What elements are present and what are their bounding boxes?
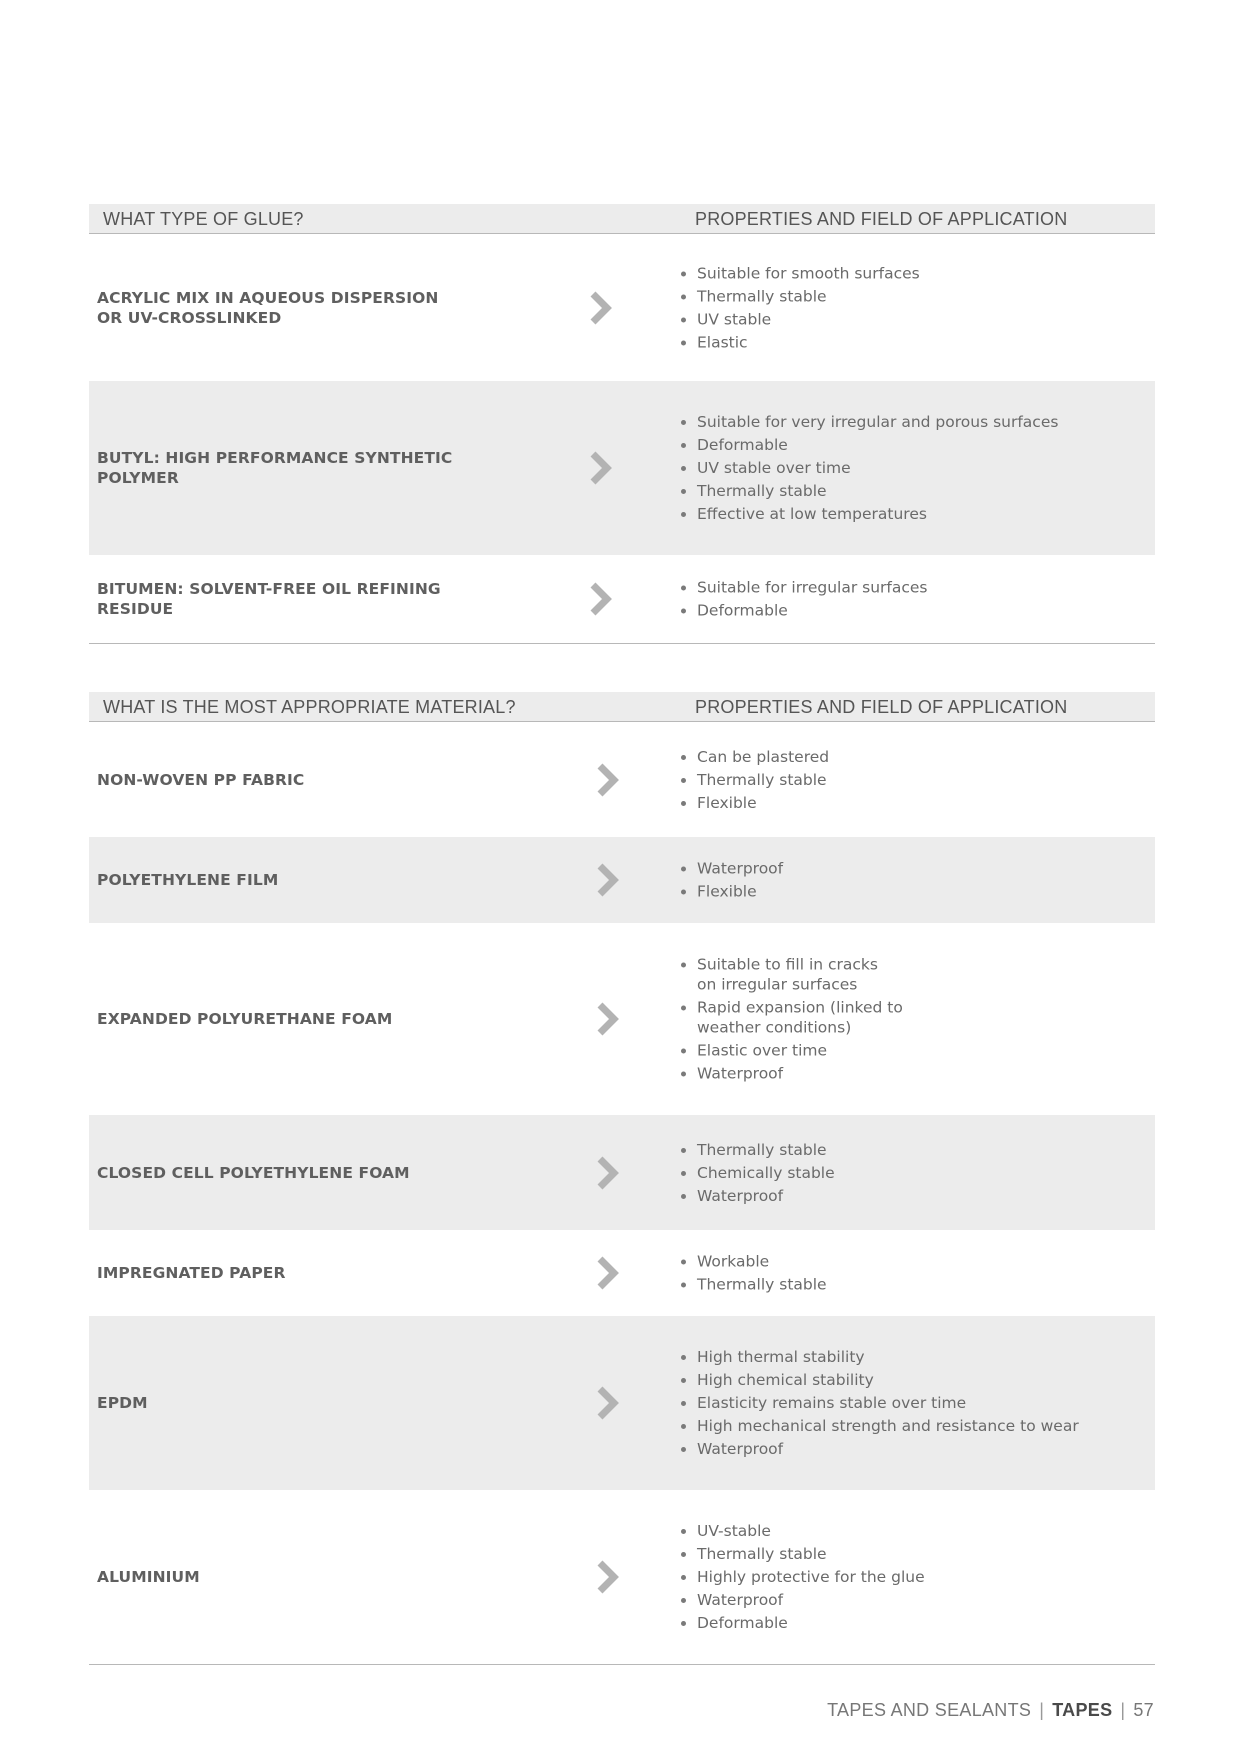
glue-row-label: BUTYL: HIGH PERFORMANCE SYNTHETIC POLYMER: [97, 449, 453, 487]
material-properties-list: [679, 856, 783, 905]
material-row-label: EPDM: [97, 1394, 148, 1412]
material-row-label: CLOSED CELL POLYETHYLENE FOAM: [97, 1163, 410, 1182]
property-item: Rapid expansion (linked to weather conditions): [679, 998, 903, 1038]
property-item: Flexible: [679, 882, 783, 902]
material-row: [89, 1115, 1155, 1230]
material-header-right: PROPERTIES AND FIELD OF APPLICATION: [695, 697, 1068, 717]
property-item: Deformable: [679, 1613, 925, 1633]
glue-header-right: PROPERTIES AND FIELD OF APPLICATION: [695, 209, 1068, 229]
chevron-right-icon: [594, 1155, 622, 1191]
material-properties-list: [679, 952, 903, 1087]
material-row: [89, 837, 1155, 923]
chevron-right-icon: [587, 581, 615, 617]
property-item: Thermally stable: [679, 481, 1058, 501]
property-item: Waterproof: [679, 1439, 1079, 1459]
glue-row-label: BITUMEN: SOLVENT-FREE OIL REFINING RESIDUE: [97, 580, 441, 618]
property-item: Highly protective for the glue: [679, 1567, 925, 1587]
footer-subsection: TAPES: [1052, 1700, 1113, 1720]
glue-header-left: WHAT TYPE OF GLUE?: [103, 209, 304, 229]
property-item: Thermally stable: [679, 1544, 925, 1564]
chevron-right-icon: [594, 1001, 622, 1037]
property-item: Elasticity remains stable over time: [679, 1393, 1079, 1413]
property-item: High thermal stability: [679, 1347, 1079, 1367]
chevron-right-icon: [594, 1255, 622, 1291]
property-item: UV stable over time: [679, 458, 1058, 478]
material-row-label: EXPANDED POLYURETHANE FOAM: [97, 1010, 393, 1028]
chevron-right-icon: [587, 450, 615, 486]
property-item: Effective at low temperatures: [679, 504, 1058, 524]
property-item: Can be plastered: [679, 747, 829, 767]
property-item: Waterproof: [679, 1590, 925, 1610]
glue-row: [89, 234, 1155, 381]
material-row-label: IMPREGNATED PAPER: [97, 1264, 286, 1282]
glue-table-rows: [89, 234, 1155, 643]
chevron-right-icon: [587, 290, 615, 326]
property-item: Thermally stable: [679, 1275, 827, 1295]
property-item: Thermally stable: [679, 770, 829, 790]
footer-section: TAPES AND SEALANTS: [827, 1700, 1032, 1720]
glue-properties-list: [679, 260, 920, 355]
material-header-left: WHAT IS THE MOST APPROPRIATE MATERIAL?: [103, 697, 516, 717]
page-number: 57: [1133, 1700, 1154, 1720]
chevron-right-icon: [594, 1385, 622, 1421]
material-table: [89, 692, 1155, 1665]
material-row-label: ALUMINIUM: [97, 1568, 200, 1586]
property-item: Deformable: [679, 435, 1058, 455]
material-properties-list: [679, 1344, 1079, 1462]
footer-separator: |: [1039, 1700, 1045, 1720]
glue-table-header: [89, 204, 1155, 234]
property-item: Thermally stable: [679, 286, 920, 306]
material-table-header: [89, 692, 1155, 722]
footer-separator: |: [1120, 1700, 1126, 1720]
chevron-right-icon: [594, 1559, 622, 1595]
property-item: Suitable for smooth surfaces: [679, 263, 920, 283]
glue-row-label: ACRYLIC MIX IN AQUEOUS DISPERSION OR UV-CROSSLINKED: [97, 288, 439, 327]
material-properties-list: [679, 1518, 925, 1636]
property-item: Waterproof: [679, 859, 783, 879]
property-item: Elastic: [679, 332, 920, 352]
material-row: [89, 722, 1155, 837]
material-properties-list: [679, 1137, 835, 1209]
chevron-right-icon: [594, 762, 622, 798]
material-table-bottom-rule: [89, 1664, 1155, 1665]
property-item: Workable: [679, 1252, 827, 1272]
property-item: Suitable to fill in cracks on irregular surfaces: [679, 955, 903, 995]
material-row: [89, 923, 1155, 1115]
material-table-rows: [89, 722, 1155, 1664]
property-item: Chemically stable: [679, 1163, 835, 1183]
material-row: [89, 1316, 1155, 1490]
property-item: Flexible: [679, 793, 829, 813]
material-row: [89, 1490, 1155, 1664]
glue-type-table: [89, 204, 1155, 644]
property-item: UV-stable: [679, 1521, 925, 1541]
property-item: High chemical stability: [679, 1370, 1079, 1390]
property-item: Thermally stable: [679, 1140, 835, 1160]
material-properties-list: [679, 1249, 827, 1298]
glue-properties-list: [679, 409, 1058, 527]
glue-row: [89, 381, 1155, 555]
glue-table-bottom-rule: [89, 643, 1155, 644]
material-row-label: POLYETHYLENE FILM: [97, 871, 279, 889]
property-item: Elastic over time: [679, 1041, 903, 1061]
property-item: Suitable for very irregular and porous surfaces: [679, 412, 1058, 432]
property-item: Waterproof: [679, 1186, 835, 1206]
property-item: Waterproof: [679, 1064, 903, 1084]
property-item: UV stable: [679, 309, 920, 329]
glue-row: [89, 555, 1155, 643]
chevron-right-icon: [594, 862, 622, 898]
property-item: High mechanical strength and resistance to wear: [679, 1416, 1079, 1436]
property-item: Suitable for irregular surfaces: [679, 578, 928, 598]
material-row: [89, 1230, 1155, 1316]
page-footer: [827, 1700, 1154, 1721]
glue-properties-list: [679, 575, 928, 624]
property-item: Deformable: [679, 601, 928, 621]
material-row-label: NON-WOVEN PP FABRIC: [97, 770, 305, 789]
material-properties-list: [679, 744, 829, 816]
